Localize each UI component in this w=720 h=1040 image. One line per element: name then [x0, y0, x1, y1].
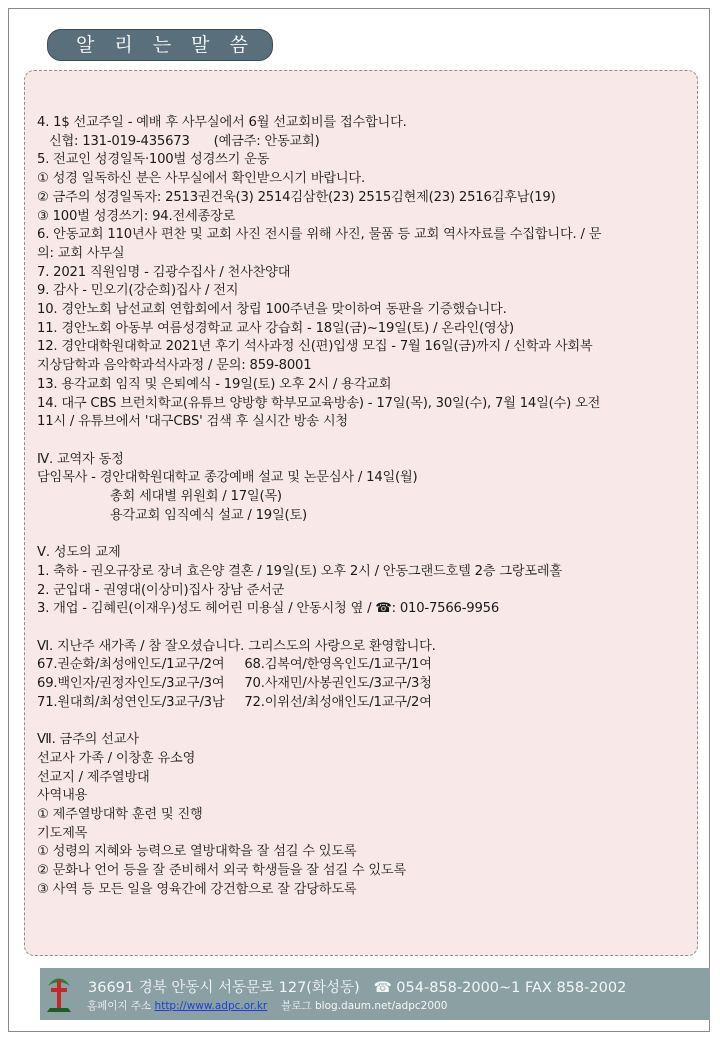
notice-content: [37, 114, 692, 899]
section-heading: Ⅵ. 지난주 새가족 / 참 잘오셨습니다. 그리스도의 사랑으로 환영합니다.: [37, 638, 436, 654]
blog-address: 블로그 blog.daum.net/adpc2000: [281, 1000, 448, 1012]
footer-contact: [88, 976, 626, 997]
spacer: [37, 525, 692, 544]
section-line: ② 문화나 언어 등을 잘 준비해서 외국 학생들을 잘 섬길 수 있도록: [37, 863, 407, 879]
section-heading: Ⅴ. 성도의 교제: [37, 545, 121, 561]
notice-line: ① 성경 일독하신 분은 사무실에서 확인받으시기 바랍니다.: [37, 171, 365, 187]
section-heading: Ⅳ. 교역자 동정: [37, 451, 124, 467]
section-line: 사역내용: [37, 788, 88, 804]
section-line: 담임목사 - 경안대학원대학교 종강예배 설교 및 논문심사 / 14일(월): [37, 470, 418, 486]
homepage-label: 홈페이지 주소: [87, 1000, 152, 1012]
section-line: ① 성령의 지혜와 능력으로 열방대학을 잘 섬길 수 있도록: [37, 844, 357, 860]
section-line: ③ 사역 등 모든 일을 영육간에 강건함으로 잘 감당하도록: [37, 881, 357, 897]
footer-bar: [40, 968, 710, 1020]
notice-line: 5. 전교인 성경일독·100벌 성경쓰기 운동: [37, 152, 270, 168]
notice-line: 12. 경안대학원대학교 2021년 후기 석사과정 신(편)입생 모집 - 7월 16일(금)까지 / 신학과 사회복: [37, 339, 593, 355]
notice-line: 7. 2021 직원임명 - 김광수집사 / 천사찬양대: [37, 264, 291, 280]
notice-line: 신협: 131-019-435673 (예금주: 안동교회): [37, 133, 320, 149]
section-line: 67.권순화/최성애인도/1교구/2여 68.김복여/한영옥인도/1교구/1여: [37, 657, 432, 673]
notice-line: ② 금주의 성경일독자: 2513권건욱(3) 2514김삼한(23) 2515김현제(23) 2516김후남(19): [37, 189, 556, 205]
section-line: 2. 군입대 - 권영대(이상미)집사 장남 준서군: [37, 582, 285, 598]
section-heading: Ⅶ. 금주의 선교사: [37, 732, 139, 748]
notice-line: 9. 감사 - 민오기(강순희)집사 / 전지: [37, 283, 239, 299]
notice-line: 지상담학과 음악학과석사과정 / 문의: 859-8001: [37, 358, 312, 374]
section-line: 용각교회 임직예식 설교 / 19일(토): [110, 507, 307, 523]
section-line: 3. 개업 - 김혜린(이재우)성도 헤어린 미용실 / 안동시청 옆 / ☎: 010-7566-9956: [37, 601, 500, 617]
notice-line: 11. 경안노회 아동부 여름성경학교 교사 강습회 - 18일(금)~19일(토) / 온라인(영상): [37, 320, 514, 336]
footer-links: [87, 998, 447, 1013]
spacer: [37, 712, 692, 731]
section-line: 71.원대희/최성연인도/3교구/3남 72.이위선/최성애인도/1교구/2여: [37, 694, 432, 710]
notice-line: ③ 100벌 성경쓰기: 94.전세종장로: [37, 208, 236, 224]
spacer: [37, 619, 692, 638]
notice-line: 11시 / 유튜브에서 '대구CBS' 검색 후 실시간 방송 시청: [37, 414, 348, 430]
notice-line: 의: 교회 사무실: [37, 245, 125, 261]
notice-line: 6. 안동교회 110년사 편찬 및 교회 사진 전시를 위해 사진, 물품 등 교회 역사자료를 수집합니다. / 문: [37, 227, 602, 243]
section-line: 69.백인자/권정자인도/3교구/3여 70.사재민/사봉권인도/3교구/3청: [37, 676, 432, 692]
section-line: 1. 축하 - 권오규장로 장녀 효은양 결혼 / 19일(토) 오후 2시 / 안동그랜드호텔 2층 그랑포레홀: [37, 563, 563, 579]
section-line: 총회 세대별 위원회 / 17일(목): [110, 489, 282, 505]
footer-phone: ☎ 054-858-2000~1 FAX 858-2002: [373, 980, 627, 996]
notice-line: 14. 대구 CBS 브런치학교(유튜브 양방향 학부모교육방송) - 17일(목), 30일(수), 7월 14일(수) 오전: [37, 395, 601, 411]
notice-line: 4. 1$ 선교주일 - 예배 후 사무실에서 6월 선교회비를 접수합니다.: [37, 115, 407, 130]
notice-line: 13. 용각교회 임직 및 은퇴예식 - 19일(토) 오후 2시 / 용각교회: [37, 376, 392, 392]
page-title: 알 리 는 말 씀: [47, 29, 273, 61]
section-line: 선교지 / 제주열방대: [37, 769, 150, 785]
spacer: [37, 432, 692, 451]
footer-address: 36691 경북 안동시 서동문로 127(화성동): [88, 980, 360, 996]
church-logo-icon: [44, 974, 74, 1014]
notice-line: 10. 경안노회 남선교회 연합회에서 창립 100주년을 맞이하여 동판을 기증했습니다.: [37, 302, 507, 318]
section-line: 선교사 가족 / 이창훈 유소영: [37, 750, 196, 766]
section-line: 기도제목: [37, 825, 88, 841]
section-line: ① 제주열방대학 훈련 및 진행: [37, 806, 203, 822]
homepage-link[interactable]: http://www.adpc.or.kr: [154, 1000, 268, 1012]
